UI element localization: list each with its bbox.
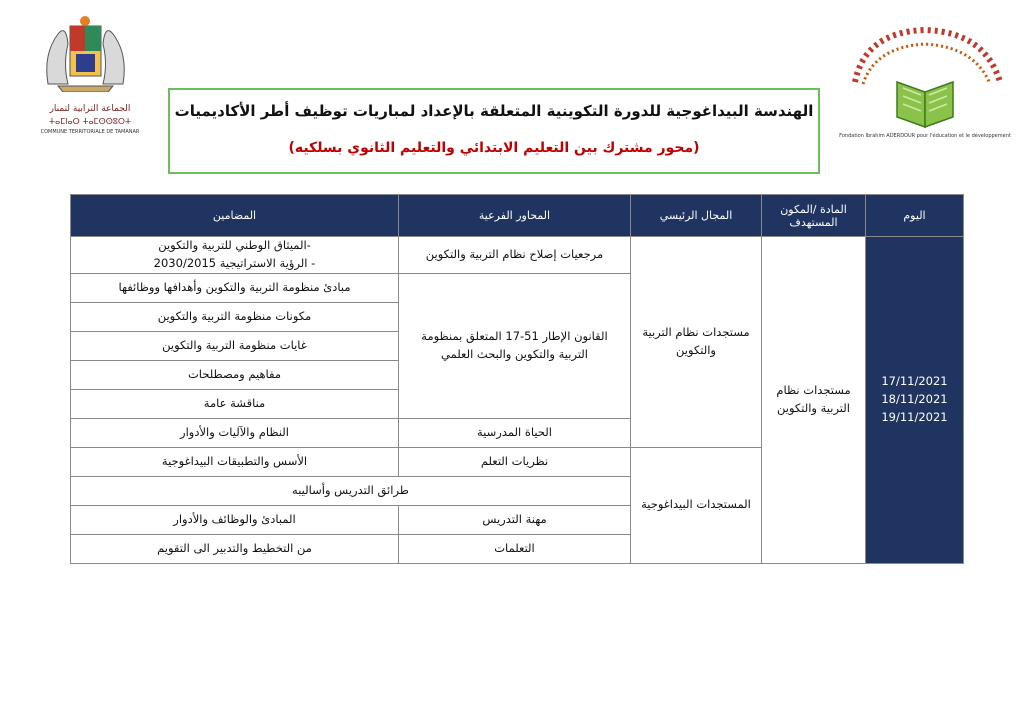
header-sub-axes: المحاور الفرعية: [399, 195, 631, 237]
main-domain-1: مستجدات نظام التربية والتكوين: [631, 237, 762, 448]
content-10: من التخطيط والتدبير الى التقويم: [71, 534, 399, 563]
sub-axis-7: التعلمات: [399, 534, 631, 563]
day-2: 18/11/2021: [881, 391, 948, 406]
table-row: [71, 237, 964, 274]
book-emblem-icon: [835, 22, 1015, 132]
coat-of-arms-icon: [38, 14, 133, 92]
days-cell: [866, 237, 964, 564]
content-8: الأسس والتطبيقات البيداغوجية: [71, 447, 399, 476]
title-box: [168, 88, 820, 174]
sub-axis-3: الحياة المدرسية: [399, 418, 631, 447]
content-2: مبادئ منظومة التربية والتكوين وأهدافها ووظائفها: [71, 273, 399, 302]
schedule-table: [70, 194, 964, 564]
content-7: النظام والآليات والأدوار: [71, 418, 399, 447]
content-3: مكونات منظومة التربية والتكوين: [71, 302, 399, 331]
header-main-domain: المجال الرئيسي: [631, 195, 762, 237]
sub-axis-1: مرجعيات إصلاح نظام التربية والتكوين: [399, 237, 631, 274]
table-header-row: [71, 195, 964, 237]
header-subject: المادة /المكون المستهدف: [762, 195, 866, 237]
commune-name-fr: COMMUNE TERRITORIALE DE TAMANAR: [40, 129, 140, 135]
content-1a: -الميثاق الوطني للتربية والتكوين: [158, 238, 311, 252]
content-5: مفاهيم ومصطلحات: [71, 360, 399, 389]
sub-axis-5: طرائق التدريس وأساليبه: [71, 476, 631, 505]
commune-logo: [30, 12, 145, 137]
content-9: المبادئ والوظائف والأدوار: [71, 505, 399, 534]
commune-name-tifinagh: ⵜⴰⵎⵏⴰⵔ ⵜⴰⵎⵙⵙⵓⵔⵜ: [48, 117, 132, 126]
day-1: 17/11/2021: [881, 374, 948, 389]
header-day: اليوم: [866, 195, 964, 237]
sub-axis-6: مهنة التدريس: [399, 505, 631, 534]
main-domain-2: المستجدات البيداغوجية: [631, 447, 762, 563]
foundation-name-fr: Fondation Ibrahim ADERDOUR pour l'éducation et le développement: [839, 133, 1011, 139]
commune-name-ar: الجماعة الترابية لتمنار: [49, 104, 131, 114]
sub-axis-4: نظريات التعلم: [399, 447, 631, 476]
subject-cell: مستجدات نظام التربية والتكوين: [762, 237, 866, 564]
content-1: [71, 237, 399, 274]
page-title: الهندسة البيداغوجية للدورة التكوينية المتعلقة بالإعداد لمباريات توظيف أطر الأكاديميات: [174, 102, 814, 120]
header-contents: المضامين: [71, 195, 399, 237]
content-1b: - الرؤية الاستراتيجية 2030/2015: [153, 255, 316, 270]
day-3: 19/11/2021: [881, 409, 948, 424]
content-4: غايات منظومة التربية والتكوين: [71, 331, 399, 360]
foundation-logo: [835, 22, 1015, 139]
page-subtitle: (محور مشترك بين التعليم الابتدائي والتعليم الثانوي بسلكيه): [288, 140, 700, 156]
content-6: مناقشة عامة: [71, 389, 399, 418]
sub-axis-2: القانون الإطار 51-17 المتعلق بمنظومة التربية والتكوين والبحث العلمي: [399, 273, 631, 418]
